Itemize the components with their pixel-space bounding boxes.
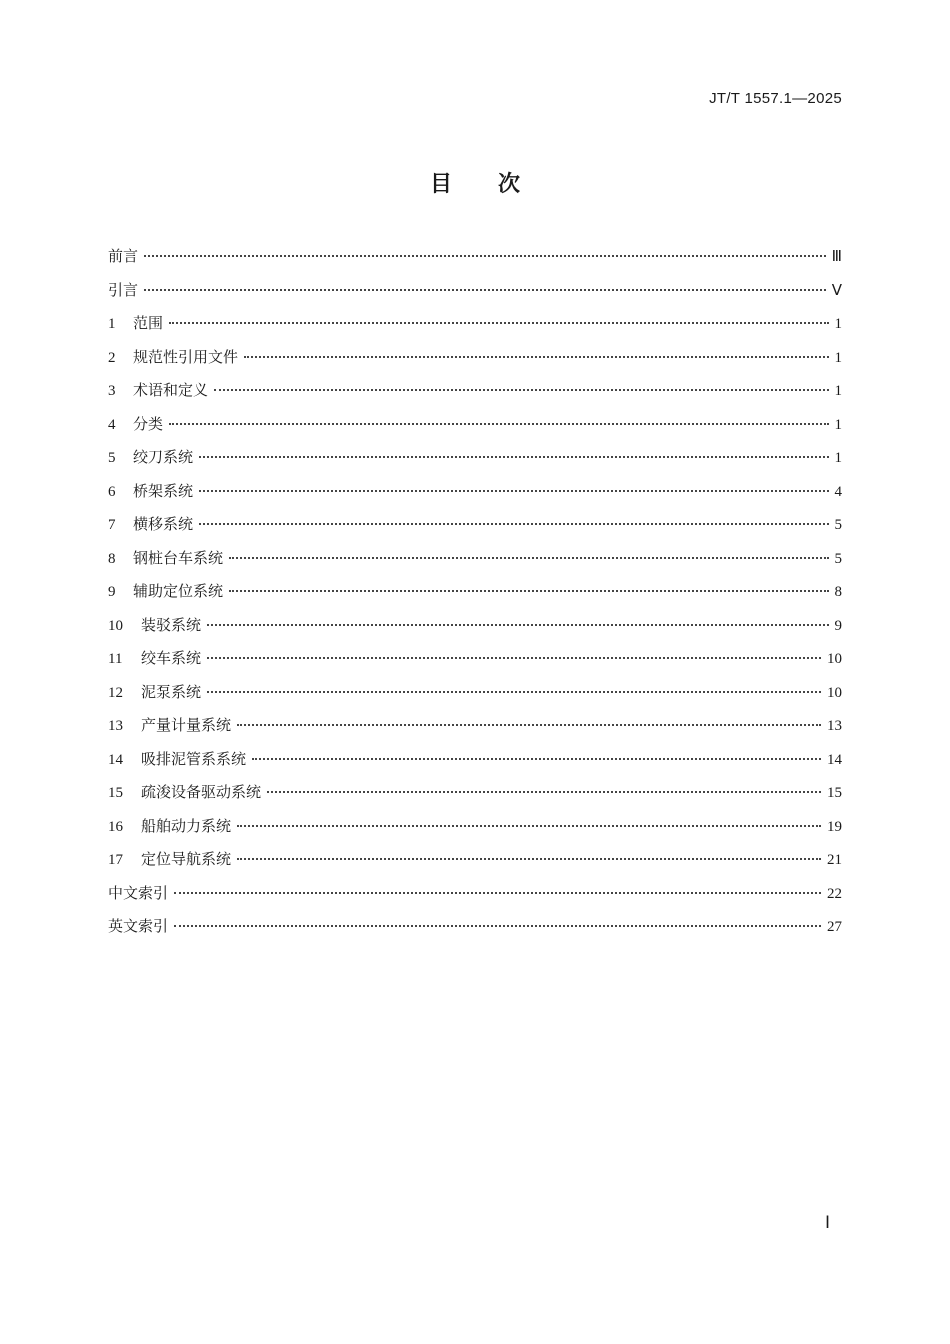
toc-page: 10 [827, 684, 842, 701]
toc-entry-6[interactable] [108, 475, 842, 509]
toc-label: 前言 [108, 247, 139, 265]
dot-leader [199, 455, 828, 458]
toc-label: 产量计量系统 [141, 716, 232, 734]
dot-leader [207, 623, 828, 626]
toc-entry-1[interactable] [108, 307, 842, 341]
toc-number: 3 [108, 383, 116, 399]
dot-leader [267, 790, 821, 793]
toc-entry-13[interactable] [108, 709, 842, 743]
dot-leader [237, 723, 821, 726]
toc-page: 14 [827, 751, 842, 768]
toc-page: 22 [827, 885, 842, 902]
toc-number: 4 [108, 416, 116, 433]
toc-page: 13 [827, 718, 842, 734]
toc-entry-chinese-index[interactable] [108, 877, 842, 911]
toc-label: 泥泵系统 [141, 682, 202, 701]
toc-entry-16[interactable] [108, 810, 842, 844]
toc-page: 1 [834, 316, 842, 332]
toc-page: 9 [834, 617, 842, 634]
toc-label: 吸排泥管系系统 [141, 749, 247, 768]
toc-entry-11[interactable] [108, 642, 842, 676]
toc-page: 5 [834, 550, 842, 567]
toc-number: 11 [108, 651, 123, 667]
page-title: 目次 [429, 172, 566, 197]
toc-page: 8 [834, 584, 842, 600]
toc-label: 分类 [133, 414, 164, 433]
dot-leader [237, 857, 821, 860]
toc-entry-introduction[interactable] [108, 274, 842, 308]
dot-leader [174, 924, 821, 927]
toc-page: 1 [834, 450, 842, 466]
toc-entry-3[interactable] [108, 374, 842, 408]
toc-entry-9[interactable] [108, 575, 842, 609]
toc-number: 2 [108, 349, 116, 366]
dot-leader [144, 254, 826, 257]
toc-label: 中文索引 [108, 883, 169, 902]
toc-entry-14[interactable] [108, 743, 842, 777]
toc-label: 范围 [133, 314, 164, 332]
toc-entry-english-index[interactable] [108, 910, 842, 944]
dot-leader [229, 556, 828, 559]
toc-page: 4 [834, 483, 842, 500]
toc-entry-2[interactable] [108, 341, 842, 375]
toc-number: 10 [108, 617, 123, 634]
toc-page: 5 [834, 517, 842, 533]
toc-number: 8 [108, 550, 116, 567]
dot-leader [199, 489, 828, 492]
toc-number: 5 [108, 450, 116, 466]
toc-label: 横移系统 [133, 515, 194, 533]
toc-number: 1 [108, 316, 116, 332]
toc-number: 17 [108, 852, 123, 868]
toc-entry-5[interactable] [108, 441, 842, 475]
toc-label: 桥架系统 [133, 481, 194, 500]
dot-leader [252, 757, 821, 760]
toc-page: 10 [827, 651, 842, 667]
toc-entry-15[interactable] [108, 776, 842, 810]
dot-leader [169, 321, 828, 324]
toc-page: 1 [834, 349, 842, 366]
toc-number: 13 [108, 718, 123, 734]
dot-leader [214, 388, 828, 391]
toc-entry-4[interactable] [108, 408, 842, 442]
toc-label: 引言 [108, 280, 139, 299]
table-of-contents [108, 240, 842, 944]
toc-page: 1 [834, 383, 842, 399]
page-number: Ⅰ [824, 1213, 830, 1232]
toc-page: 15 [827, 785, 842, 801]
dot-leader [237, 824, 821, 827]
toc-label: 定位导航系统 [141, 850, 232, 868]
toc-entry-foreword[interactable] [108, 240, 842, 274]
toc-label: 绞车系统 [141, 649, 202, 667]
dot-leader [144, 288, 826, 291]
toc-page: Ⅴ [831, 282, 842, 299]
toc-entry-12[interactable] [108, 676, 842, 710]
toc-number: 12 [108, 684, 123, 701]
dot-leader [207, 656, 821, 659]
toc-label: 疏浚设备驱动系统 [141, 783, 262, 801]
toc-entry-8[interactable] [108, 542, 842, 576]
toc-label: 英文索引 [108, 917, 169, 935]
dot-leader [244, 355, 828, 358]
toc-page: 19 [827, 818, 842, 835]
toc-label: 辅助定位系统 [133, 582, 224, 600]
toc-page: Ⅲ [831, 249, 842, 265]
toc-number: 9 [108, 584, 116, 600]
dot-leader [207, 690, 821, 693]
toc-label: 钢桩台车系统 [133, 548, 224, 567]
toc-page: 21 [827, 852, 842, 868]
toc-label: 绞刀系统 [133, 448, 194, 466]
toc-page: 1 [834, 416, 842, 433]
toc-label: 装驳系统 [141, 615, 202, 634]
toc-label: 船舶动力系统 [141, 816, 232, 835]
standard-code: JT/T 1557.1—2025 [709, 90, 842, 107]
toc-entry-7[interactable] [108, 508, 842, 542]
dot-leader [174, 891, 821, 894]
dot-leader [199, 522, 828, 525]
toc-entry-10[interactable] [108, 609, 842, 643]
dot-leader [169, 422, 828, 425]
toc-number: 7 [108, 517, 116, 533]
toc-number: 6 [108, 483, 116, 500]
toc-number: 14 [108, 751, 123, 768]
toc-entry-17[interactable] [108, 843, 842, 877]
toc-label: 术语和定义 [133, 381, 209, 399]
toc-label: 规范性引用文件 [133, 347, 239, 366]
toc-number: 15 [108, 785, 123, 801]
dot-leader [229, 589, 828, 592]
toc-number: 16 [108, 818, 123, 835]
toc-page: 27 [827, 919, 842, 935]
